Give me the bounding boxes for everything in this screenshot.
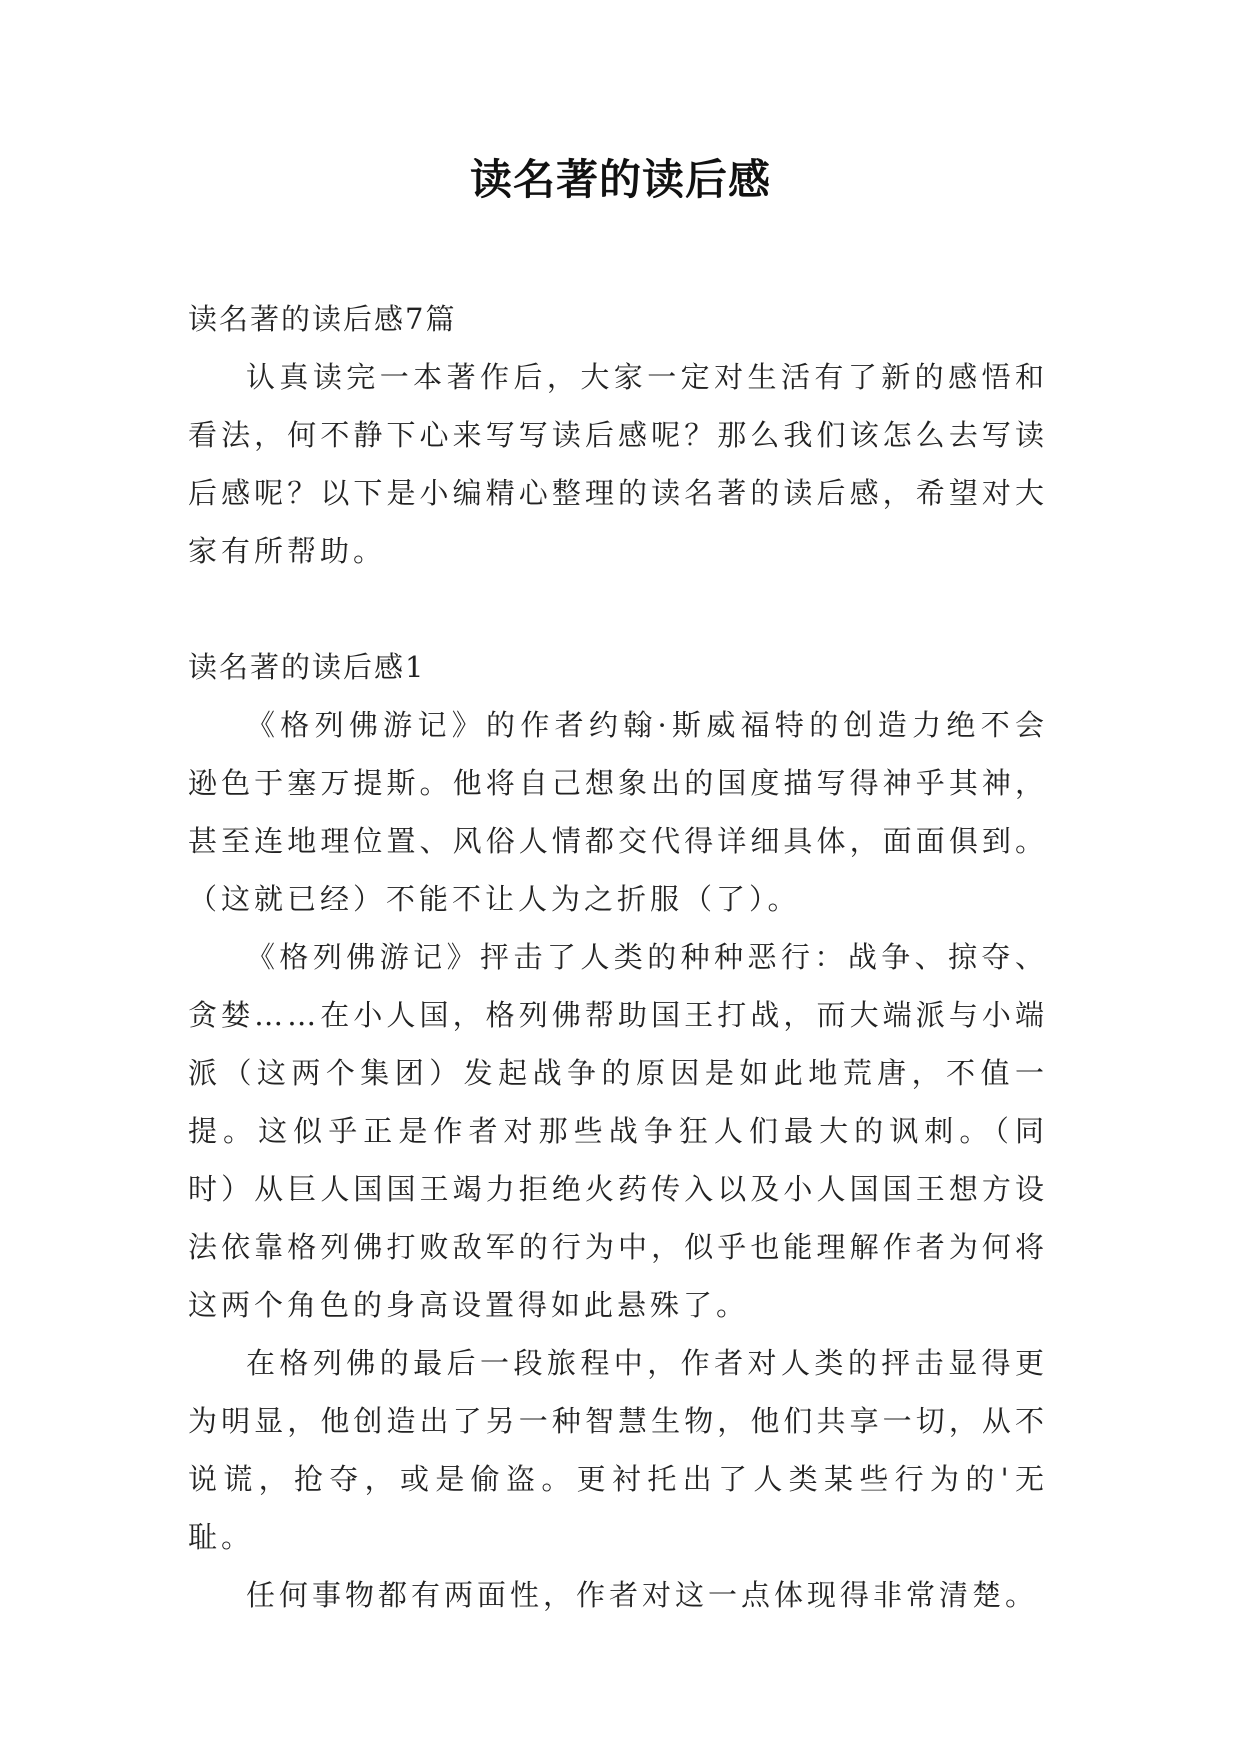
body-paragraph-4: 任何事物都有两面性，作者对这一点体现得非常清楚。: [246, 1578, 1039, 1612]
collection-heading: 读名著的读后感7篇: [188, 302, 457, 336]
body-paragraph-2: 《格列佛游记》抨击了人类的种种恶行：战争、掠夺、贪婪……在小人国，格列佛帮助国王打战，而大端派与小端派（这两个集团）发起战争的原因是如此地荒唐，不值一提。这似乎正是作者对那些战争狂人们最大的讽刺。（同时）从巨人国国王竭力拒绝火药传入以及小人国国王想方设法依靠格列佛打败敌军的行为中，似乎也能理解作者为何将这两个角色的身高设置得如此悬殊了。: [188, 940, 1048, 1322]
section-spacer: [188, 580, 1048, 638]
section-heading: 读名著的读后感1: [188, 650, 426, 684]
intro-paragraph: 认真读完一本著作后，大家一定对生活有了新的感悟和看法，何不静下心来写写读后感呢？那么我们该怎么去写读后感呢？以下是小编精心整理的读名著的读后感，希望对大家有所帮助。: [188, 360, 1048, 568]
document-body: [188, 290, 1048, 1624]
body-paragraph-1: 《格列佛游记》的作者约翰·斯威福特的创造力绝不会逊色于塞万提斯。他将自己想象出的国度描写得神乎其神，甚至连地理位置、风俗人情都交代得详细具体，面面俱到。（这就已经）不能不让人为之折服（了）。: [188, 708, 1048, 916]
document-title: 读名著的读后感: [469, 155, 771, 204]
body-paragraph-3: 在格列佛的最后一段旅程中，作者对人类的抨击显得更为明显，他创造出了另一种智慧生物，他们共享一切，从不说谎，抢夺，或是偷盗。更衬托出了人类某些行为的'无耻。: [188, 1346, 1048, 1554]
